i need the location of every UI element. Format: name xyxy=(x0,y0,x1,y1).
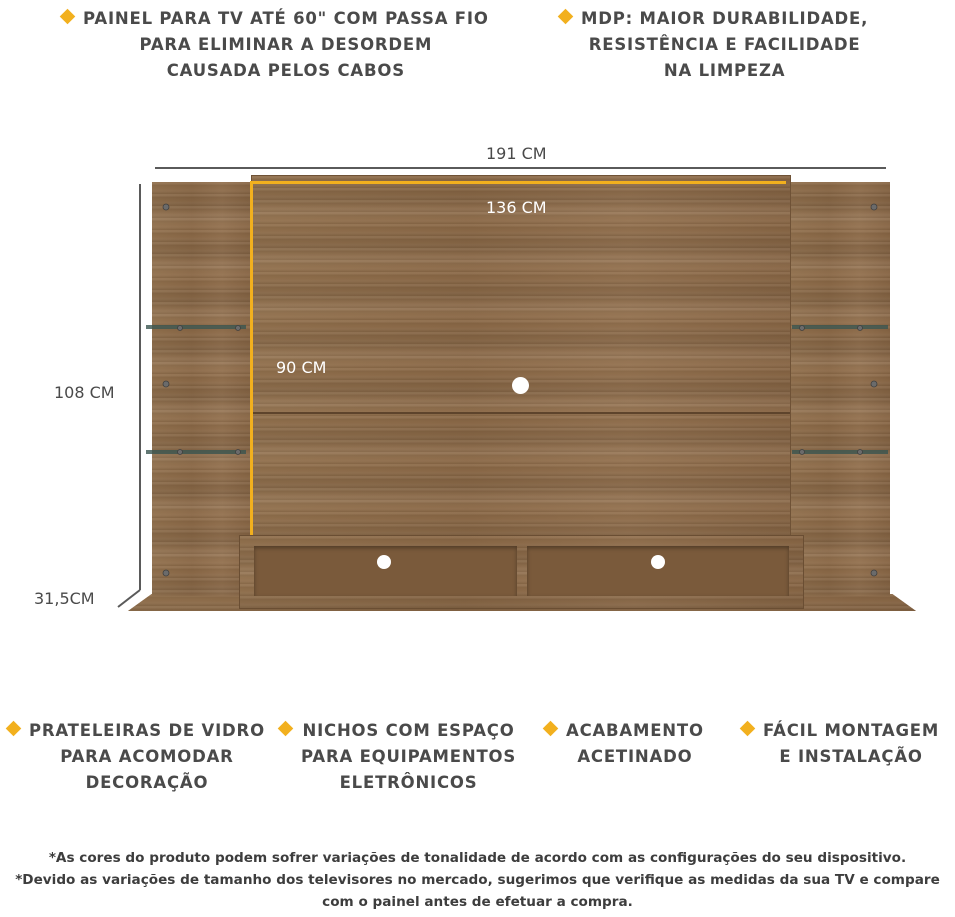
cable-hole-icon xyxy=(512,377,529,394)
feature-line: PARA ELIMINAR A DESORDEM xyxy=(139,35,433,54)
dimension-width-total: 191 CM xyxy=(486,144,547,163)
feature-line: ACETINADO xyxy=(577,747,693,766)
feature-line: PRATELEIRAS DE VIDRO xyxy=(29,721,265,740)
cable-hole-icon xyxy=(377,555,391,569)
feature-line: PARA EQUIPAMENTOS xyxy=(301,747,517,766)
feature-line: ELETRÔNICOS xyxy=(339,773,478,792)
diamond-bullet-icon xyxy=(6,721,22,737)
dimension-depth: 31,5CM xyxy=(34,589,95,608)
feature-line: E INSTALAÇÃO xyxy=(779,747,923,766)
feature-line: DECORAÇÃO xyxy=(85,773,209,792)
feature-line: ACABAMENTO xyxy=(566,721,704,740)
feature-line: RESISTÊNCIA E FACILIDADE xyxy=(588,35,861,54)
footnote-line: *As cores do produto podem sofrer variações de tonalidade de acordo com as configurações do seu dispositivo. xyxy=(48,850,907,866)
dimension-height-total: 108 CM xyxy=(54,383,115,402)
feature-line: MDP: MAIOR DURABILIDADE, xyxy=(581,9,869,28)
footnotes xyxy=(0,847,955,913)
feature-glass-shelves xyxy=(8,718,265,796)
panel-height-marker xyxy=(250,181,253,536)
dimension-width-panel: 136 CM xyxy=(486,198,547,217)
diamond-bullet-icon xyxy=(740,721,756,737)
rack-niche-right xyxy=(527,546,789,596)
feature-line: PAINEL PARA TV ATÉ 60" COM PASSA FIO xyxy=(83,9,489,28)
footnote-line: com o painel antes de efetuar a compra. xyxy=(322,894,633,910)
footnote-line: *Devido as variações de tamanho dos televisores no mercado, sugerimos que verifique as medidas da sua TV e compare xyxy=(15,872,940,888)
feature-line: FÁCIL MONTAGEM xyxy=(763,721,940,740)
rack-niche-left xyxy=(254,546,517,596)
feature-finish xyxy=(545,718,704,770)
diamond-bullet-icon xyxy=(543,721,559,737)
feature-line: CAUSADA PELOS CABOS xyxy=(166,61,405,80)
feature-line: NICHOS COM ESPAÇO xyxy=(302,721,515,740)
dimension-height-panel: 90 CM xyxy=(276,358,327,377)
feature-line: PARA ACOMODAR xyxy=(60,747,234,766)
feature-niches xyxy=(280,718,516,796)
cable-hole-icon xyxy=(651,555,665,569)
diamond-bullet-icon xyxy=(278,721,294,737)
panel-width-marker xyxy=(252,181,786,184)
feature-line: NA LIMPEZA xyxy=(663,61,786,80)
feature-assembly xyxy=(742,718,939,770)
